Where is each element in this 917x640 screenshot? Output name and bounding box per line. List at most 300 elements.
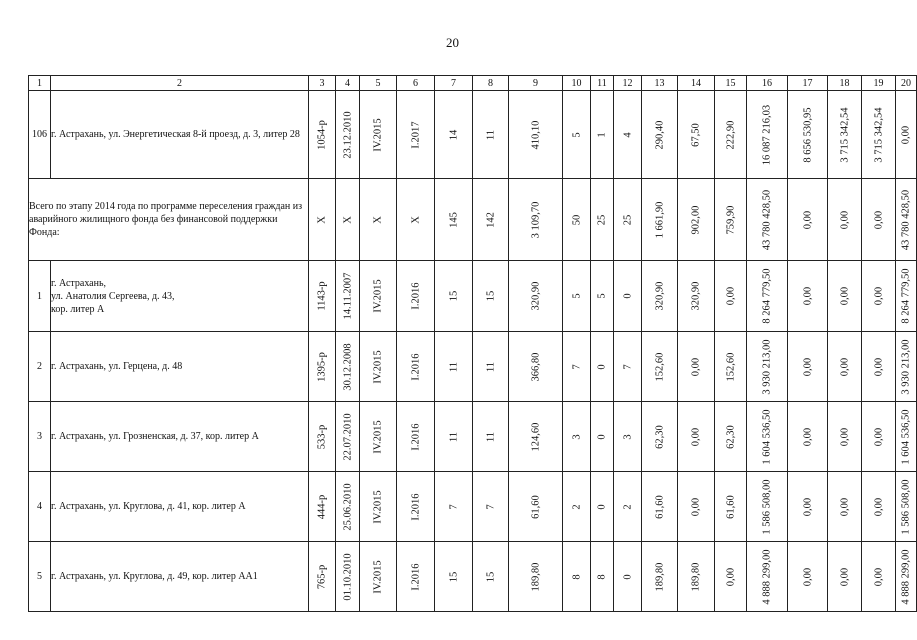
- row-2-col-3-text: 1395-р: [316, 351, 328, 382]
- row-1-col-14-text: 320,90: [690, 281, 702, 311]
- row-2-col-6-text: I.2016: [410, 352, 421, 381]
- summary-col-6-text: Х: [410, 215, 421, 224]
- header-cell-12: 12: [614, 76, 642, 91]
- row-1-col-7: [435, 261, 473, 332]
- row-106-number: 106: [29, 91, 51, 179]
- row-1-col-18-text: 0,00: [839, 286, 850, 306]
- row-1-col-17-text: 0,00: [802, 286, 813, 306]
- row-4-col-10-text: 2: [571, 503, 582, 510]
- row-3-col-17-text: 0,00: [802, 427, 813, 446]
- row-2-col-9: [509, 332, 563, 402]
- row-4-address: [51, 472, 309, 542]
- row-1-col-3: [309, 261, 336, 332]
- row-106-col-16: [747, 91, 788, 179]
- row-106-col-11-text: 1: [596, 131, 608, 138]
- header-cell-2: 2: [51, 76, 309, 91]
- row-5-col-12-text: 0: [622, 573, 633, 580]
- row-1-col-10: [563, 261, 591, 332]
- summary-col-19: [862, 179, 896, 261]
- row-106-col-15-text: 222,90: [725, 120, 736, 149]
- row-4-col-16-text: 1 586 508,00: [761, 478, 773, 535]
- row-1-col-9-text: 320,90: [530, 281, 541, 311]
- header-cell-15: 15: [715, 76, 747, 91]
- summary-col-18: [828, 179, 862, 261]
- summary-col-13: [642, 179, 678, 261]
- row-106-col-6: [397, 91, 435, 179]
- header-cell-5: 5: [360, 76, 397, 91]
- row-3-col-3-text: 533-р: [316, 424, 328, 449]
- row-1-col-8: [473, 261, 509, 332]
- row-5-col-3-text: 765-р: [316, 564, 328, 589]
- summary-col-9: [509, 179, 563, 261]
- row-106-col-10: [563, 91, 591, 179]
- summary-col-20-text: 43 780 428,50: [900, 189, 912, 250]
- row-4-col-17-text: 0,00: [802, 497, 813, 516]
- summary-col-19-text: 0,00: [873, 210, 884, 229]
- row-106: [29, 91, 917, 179]
- row-1-col-13: [642, 261, 678, 332]
- row-106-col-7-text: 14: [448, 129, 459, 140]
- row-4-col-6-text: I.2016: [410, 492, 421, 521]
- row-106-col-17-text: 8 656 530,95: [802, 106, 813, 163]
- row-3-col-13: [642, 402, 678, 472]
- summary-col-17-text: 0,00: [802, 210, 813, 229]
- row-106-col-5: [360, 91, 397, 179]
- row-1-col-16-text: 8 264 779,50: [761, 268, 773, 324]
- row-3-col-6: [397, 402, 435, 472]
- row-3-col-19-text: 0,00: [873, 427, 884, 446]
- row-1-col-13-text: 320,90: [654, 281, 665, 311]
- row-106-col-9-text: 410,10: [530, 120, 541, 149]
- row-106-col-13: [642, 91, 678, 179]
- header-cell-10: 10: [563, 76, 591, 91]
- row-1-col-5-text: IV.2015: [372, 279, 384, 313]
- row-3-col-10-text: 3: [571, 433, 582, 440]
- row-2-number: 2: [29, 332, 51, 402]
- row-5-col-7: [435, 542, 473, 612]
- row-4-col-6: [397, 472, 435, 542]
- row-3-col-3: [309, 402, 336, 472]
- row-5-col-10-text: 8: [571, 573, 582, 580]
- row-1-col-6: [397, 261, 435, 332]
- row-2-col-4: [336, 332, 360, 402]
- row-5-col-16-text: 4 888 299,00: [761, 548, 773, 605]
- row-3-col-12: [614, 402, 642, 472]
- row-2-col-13-text: 152,60: [654, 352, 665, 381]
- row-5-col-19-text: 0,00: [873, 567, 884, 586]
- row-4-col-15: [715, 472, 747, 542]
- summary-label: [29, 179, 309, 261]
- row-2-col-7-text: 11: [448, 361, 459, 372]
- summary-col-18-text: 0,00: [839, 210, 850, 229]
- header-row: [29, 76, 917, 91]
- summary-col-17: [788, 179, 828, 261]
- row-2-col-3: [309, 332, 336, 402]
- row-1-col-19: [862, 261, 896, 332]
- summary-col-4-text: Х: [342, 215, 353, 224]
- header-cell-20: 20: [896, 76, 917, 91]
- summary-col-13-text: 1 661,90: [654, 201, 665, 238]
- summary-col-9-text: 3 109,70: [530, 201, 541, 238]
- summary-col-12-text: 25: [622, 214, 633, 225]
- row-5-col-11: [591, 542, 614, 612]
- row-4-col-9-text: 61,60: [530, 494, 541, 519]
- row-106-col-20: [896, 91, 917, 179]
- row-2-col-15: [715, 332, 747, 402]
- row-3-col-14: [678, 402, 715, 472]
- summary-col-3-text: Х: [316, 215, 328, 224]
- header-cell-18: 18: [828, 76, 862, 91]
- row-3-col-9: [509, 402, 563, 472]
- summary-col-15-text: 759,90: [725, 205, 736, 234]
- row-2-col-18-text: 0,00: [839, 357, 850, 376]
- summary-col-5-text: Х: [372, 215, 384, 224]
- resettlement-table: [28, 75, 917, 612]
- header-cell-7: 7: [435, 76, 473, 91]
- row-2-col-20-text: 3 930 213,00: [900, 338, 912, 395]
- row-5-col-3: [309, 542, 336, 612]
- row-5-col-5-text: IV.2015: [372, 559, 384, 594]
- summary-col-11-text: 25: [596, 214, 608, 225]
- row-106-col-14-text: 67,50: [690, 122, 702, 147]
- summary-col-14-text: 902,00: [690, 205, 702, 234]
- row-2-col-16-text: 3 930 213,00: [761, 338, 773, 395]
- header-cell-3: 3: [309, 76, 336, 91]
- row-5-col-20-text: 4 888 299,00: [900, 548, 912, 605]
- row-3-col-6-text: I.2016: [410, 422, 421, 451]
- row-106-address: [51, 91, 309, 179]
- row-4-col-13-text: 61,60: [654, 494, 665, 519]
- row-3-col-7: [435, 402, 473, 472]
- row-5-col-9-text: 189,80: [530, 562, 541, 591]
- row-106-col-18: [828, 91, 862, 179]
- row-3-col-8-text: 11: [485, 431, 496, 442]
- row-5-address-text: г. Астрахань, ул. Круглова, д. 49, кор. литер АА1: [51, 571, 258, 582]
- row-3-address-text: г. Астрахань, ул. Грозненская, д. 37, кор. литер А: [51, 431, 259, 442]
- summary-col-14: [678, 179, 715, 261]
- row-1-number: 1: [29, 261, 51, 332]
- row-4-col-19: [862, 472, 896, 542]
- row-106-col-8-text: 11: [485, 129, 496, 140]
- row-3-col-9-text: 124,60: [530, 422, 541, 451]
- row-2-col-14-text: 0,00: [690, 357, 702, 376]
- row-1-col-12: [614, 261, 642, 332]
- header-cell-4: 4: [336, 76, 360, 91]
- row-2-col-8: [473, 332, 509, 402]
- row-2-col-17-text: 0,00: [802, 357, 813, 376]
- row-4-col-13: [642, 472, 678, 542]
- row-3-col-4: [336, 402, 360, 472]
- row-2-col-11: [591, 332, 614, 402]
- header-cell-17: 17: [788, 76, 828, 91]
- row-1-col-16: [747, 261, 788, 332]
- row-3: [29, 402, 917, 472]
- row-2-col-20: [896, 332, 917, 402]
- row-2-col-16: [747, 332, 788, 402]
- header-cell-1: 1: [29, 76, 51, 91]
- row-1-col-8-text: 15: [485, 290, 496, 302]
- row-3-col-20-text: 1 604 536,50: [900, 408, 912, 465]
- row-3-col-11-text: 0: [596, 433, 608, 440]
- row-2-col-5: [360, 332, 397, 402]
- row-1-address-text: г. Астрахань, ул. Анатолия Сергеева, д. 43, кор. литер А: [51, 277, 175, 315]
- row-3-col-16-text: 1 604 536,50: [761, 408, 773, 465]
- row-5-col-4: [336, 542, 360, 612]
- row-5-col-19: [862, 542, 896, 612]
- row-3-col-19: [862, 402, 896, 472]
- header-cell-11: 11: [591, 76, 614, 91]
- row-4-col-15-text: 61,60: [725, 494, 736, 519]
- row-5-col-12: [614, 542, 642, 612]
- row-2-col-9-text: 366,80: [530, 352, 541, 381]
- row-106-col-13-text: 290,40: [654, 120, 665, 149]
- summary-col-8: [473, 179, 509, 261]
- row-1-col-12-text: 0: [622, 293, 633, 299]
- row-3-col-18-text: 0,00: [839, 427, 850, 446]
- row-106-col-17: [788, 91, 828, 179]
- row-2-address: [51, 332, 309, 402]
- row-106-col-3: [309, 91, 336, 179]
- row-106-col-9: [509, 91, 563, 179]
- row-1-address: [51, 261, 309, 332]
- row-5-col-9: [509, 542, 563, 612]
- row-5-col-15-text: 0,00: [725, 567, 736, 586]
- row-4-col-3-text: 444-р: [316, 494, 328, 519]
- row-106-col-12-text: 4: [622, 131, 633, 138]
- row-2-address-text: г. Астрахань, ул. Герцена, д. 48: [51, 361, 183, 372]
- row-4-col-11-text: 0: [596, 503, 608, 510]
- row-3-col-15-text: 62,30: [725, 424, 736, 449]
- summary-col-8-text: 142: [485, 211, 496, 228]
- row-3-col-13-text: 62,30: [654, 424, 665, 449]
- row-2-col-12-text: 7: [622, 363, 633, 370]
- row-4-col-18: [828, 472, 862, 542]
- row-1-col-6-text: I.2016: [410, 282, 421, 310]
- row-1-col-10-text: 5: [571, 293, 582, 299]
- row-106-address-text: г. Астрахань, ул. Энергетическая 8-й проезд, д. 3, литер 28: [51, 129, 300, 140]
- row-1-col-14: [678, 261, 715, 332]
- header-cell-13: 13: [642, 76, 678, 91]
- row-2-col-8-text: 11: [485, 361, 496, 372]
- row-4-col-8-text: 7: [485, 503, 496, 510]
- header-cell-6: 6: [397, 76, 435, 91]
- row-106-col-15: [715, 91, 747, 179]
- row-5-col-14: [678, 542, 715, 612]
- row-106-col-16-text: 16 087 216,03: [761, 104, 773, 165]
- summary-col-5: [360, 179, 397, 261]
- row-1-col-4: [336, 261, 360, 332]
- row-2-col-15-text: 152,60: [725, 352, 736, 381]
- row-5-col-14-text: 189,80: [690, 562, 702, 591]
- row-4-col-5-text: IV.2015: [372, 489, 384, 524]
- header-cell-8: 8: [473, 76, 509, 91]
- row-2-col-11-text: 0: [596, 363, 608, 370]
- row-1-col-20-text: 8 264 779,50: [900, 268, 912, 324]
- row-4-col-18-text: 0,00: [839, 497, 850, 516]
- row-106-col-19-text: 3 715 342,54: [873, 106, 884, 163]
- row-5-address: [51, 542, 309, 612]
- page-number: 20: [446, 35, 459, 50]
- row-5: [29, 542, 917, 612]
- row-4-number: 4: [29, 472, 51, 542]
- row-106-col-18-text: 3 715 342,54: [839, 106, 850, 163]
- summary-col-20: [896, 179, 917, 261]
- row-106-col-4-text: 23.12.2010: [342, 110, 353, 159]
- row-4-col-12: [614, 472, 642, 542]
- row-4-col-3: [309, 472, 336, 542]
- header-cell-14: 14: [678, 76, 715, 91]
- row-106-col-3-text: 1054-р: [316, 119, 328, 150]
- row-3-col-4-text: 22.07.2010: [342, 412, 353, 461]
- summary-col-10-text: 50: [571, 214, 582, 225]
- row-1-col-11-text: 5: [596, 293, 608, 299]
- row-5-col-17-text: 0,00: [802, 567, 813, 586]
- header-cell-16: 16: [747, 76, 788, 91]
- row-5-col-13: [642, 542, 678, 612]
- row-1-col-5: [360, 261, 397, 332]
- row-2-col-5-text: IV.2015: [372, 349, 384, 384]
- summary-col-11: [591, 179, 614, 261]
- row-106-col-14: [678, 91, 715, 179]
- row-5-col-11-text: 8: [596, 573, 608, 580]
- row-2-col-10: [563, 332, 591, 402]
- row-4-col-12-text: 2: [622, 503, 633, 510]
- row-5-col-15: [715, 542, 747, 612]
- row-106-col-19: [862, 91, 896, 179]
- row-4-col-9: [509, 472, 563, 542]
- row-5-col-18-text: 0,00: [839, 567, 850, 586]
- row-4-col-5: [360, 472, 397, 542]
- row-4-col-17: [788, 472, 828, 542]
- row-4-col-14: [678, 472, 715, 542]
- row-3-number: 3: [29, 402, 51, 472]
- summary-col-12: [614, 179, 642, 261]
- row-3-col-7-text: 11: [448, 431, 459, 442]
- row-5-col-8: [473, 542, 509, 612]
- row-4: [29, 472, 917, 542]
- row-4-col-11: [591, 472, 614, 542]
- row-106-col-10-text: 5: [571, 131, 582, 138]
- row-4-col-14-text: 0,00: [690, 497, 702, 516]
- summary-col-7: [435, 179, 473, 261]
- summary-col-16: [747, 179, 788, 261]
- row-106-col-12: [614, 91, 642, 179]
- row-5-col-6: [397, 542, 435, 612]
- row-2-col-19-text: 0,00: [873, 357, 884, 376]
- row-5-col-13-text: 189,80: [654, 562, 665, 591]
- row-4-col-8: [473, 472, 509, 542]
- row-1-col-20: [896, 261, 917, 332]
- row-2: [29, 332, 917, 402]
- row-106-col-6-text: I.2017: [410, 120, 421, 149]
- row-4-col-7-text: 7: [448, 503, 459, 510]
- row-2-col-13: [642, 332, 678, 402]
- row-1-col-18: [828, 261, 862, 332]
- summary-col-3: [309, 179, 336, 261]
- row-4-address-text: г. Астрахань, ул. Круглова, д. 41, кор. литер А: [51, 501, 246, 512]
- row-4-col-4: [336, 472, 360, 542]
- row-1-col-15: [715, 261, 747, 332]
- row-2-col-4-text: 30.12.2008: [342, 342, 353, 391]
- row-4-col-7: [435, 472, 473, 542]
- row-2-col-14: [678, 332, 715, 402]
- row-1-col-9: [509, 261, 563, 332]
- summary-col-15: [715, 179, 747, 261]
- row-106-col-4: [336, 91, 360, 179]
- row-2-col-10-text: 7: [571, 363, 582, 370]
- row-5-col-10: [563, 542, 591, 612]
- row-4-col-20-text: 1 586 508,00: [900, 478, 912, 535]
- row-1-col-7-text: 15: [448, 290, 459, 302]
- row-1-col-15-text: 0,00: [725, 286, 736, 306]
- row-5-col-17: [788, 542, 828, 612]
- row-5-number: 5: [29, 542, 51, 612]
- summary-col-16-text: 43 780 428,50: [761, 189, 773, 250]
- row-3-col-17: [788, 402, 828, 472]
- summary-col-10: [563, 179, 591, 261]
- row-5-col-18: [828, 542, 862, 612]
- row-106-col-5-text: IV.2015: [372, 117, 384, 152]
- row-2-col-18: [828, 332, 862, 402]
- row-3-col-12-text: 3: [622, 433, 633, 440]
- row-1: [29, 261, 917, 332]
- summary-row: [29, 179, 917, 261]
- row-5-col-7-text: 15: [448, 571, 459, 582]
- row-5-col-20: [896, 542, 917, 612]
- row-1-col-4-text: 14.11.2007: [342, 272, 353, 320]
- row-2-col-6: [397, 332, 435, 402]
- row-1-col-11: [591, 261, 614, 332]
- row-5-col-16: [747, 542, 788, 612]
- row-2-col-7: [435, 332, 473, 402]
- row-3-col-11: [591, 402, 614, 472]
- row-3-col-5-text: IV.2015: [372, 419, 384, 454]
- summary-col-4: [336, 179, 360, 261]
- row-106-col-11: [591, 91, 614, 179]
- header-cell-19: 19: [862, 76, 896, 91]
- row-2-col-12: [614, 332, 642, 402]
- row-3-col-8: [473, 402, 509, 472]
- row-3-col-5: [360, 402, 397, 472]
- row-4-col-19-text: 0,00: [873, 497, 884, 516]
- row-5-col-6-text: I.2016: [410, 562, 421, 591]
- row-4-col-20: [896, 472, 917, 542]
- row-4-col-4-text: 25.06.2010: [342, 482, 353, 531]
- row-5-col-8-text: 15: [485, 571, 496, 582]
- row-4-col-10: [563, 472, 591, 542]
- summary-label-text: Всего по этапу 2014 года по программе переселения граждан из аварийного жилищного фонда без финансовой поддержки Фонда:: [29, 201, 303, 238]
- row-2-col-19: [862, 332, 896, 402]
- row-3-col-14-text: 0,00: [690, 427, 702, 446]
- row-5-col-4-text: 01.10.2010: [342, 552, 353, 601]
- row-1-col-19-text: 0,00: [873, 286, 884, 306]
- summary-col-6: [397, 179, 435, 261]
- row-1-col-17: [788, 261, 828, 332]
- row-106-col-8: [473, 91, 509, 179]
- row-3-col-18: [828, 402, 862, 472]
- row-3-col-16: [747, 402, 788, 472]
- row-106-col-7: [435, 91, 473, 179]
- row-3-col-15: [715, 402, 747, 472]
- row-2-col-17: [788, 332, 828, 402]
- row-3-col-10: [563, 402, 591, 472]
- row-1-col-3-text: 1143-р: [316, 281, 328, 311]
- row-3-address: [51, 402, 309, 472]
- row-106-col-20-text: 0,00: [900, 125, 912, 144]
- row-4-col-16: [747, 472, 788, 542]
- row-5-col-5: [360, 542, 397, 612]
- header-cell-9: 9: [509, 76, 563, 91]
